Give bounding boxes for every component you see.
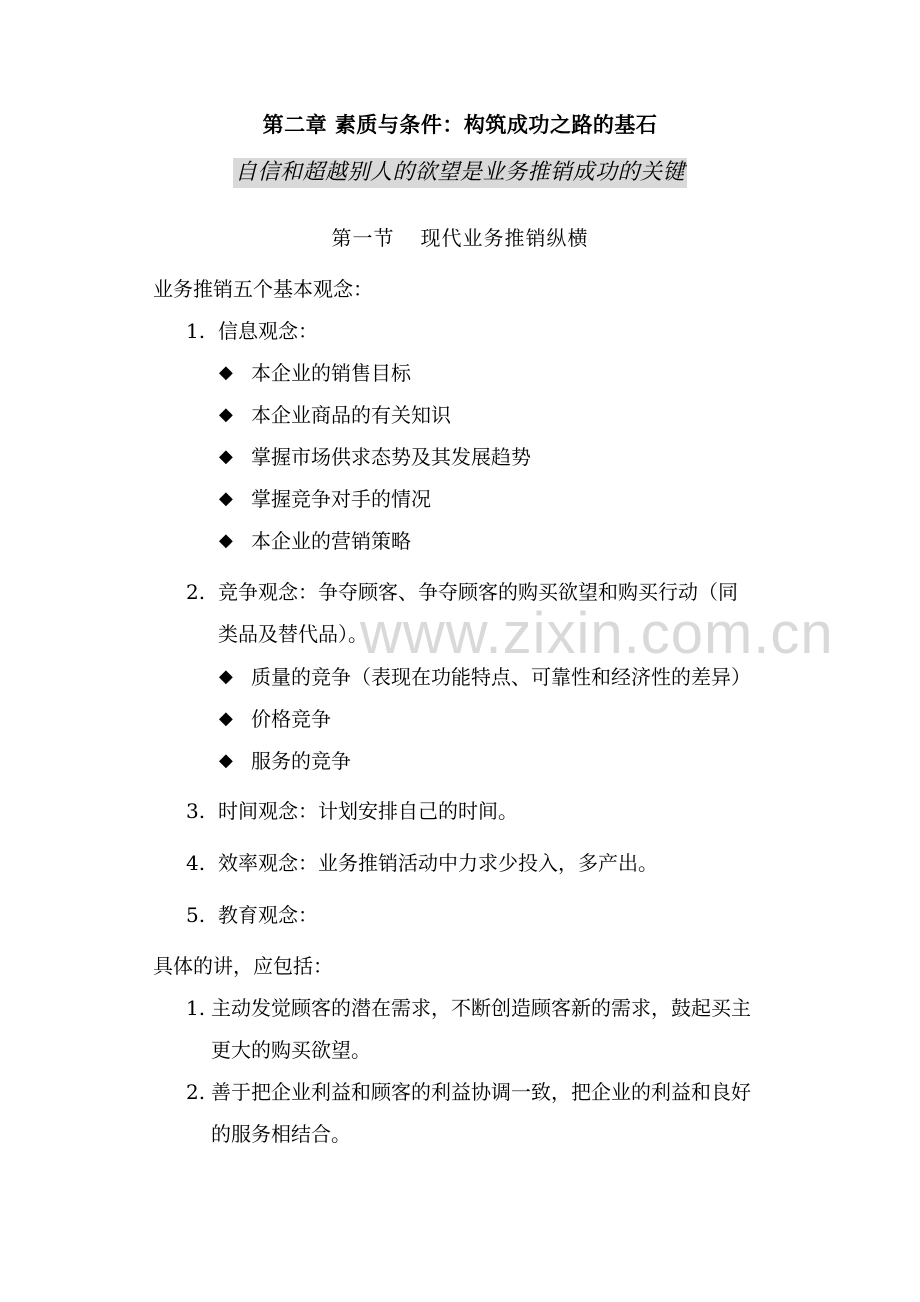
list-item: 本企业商品的有关知识 <box>251 403 451 427</box>
subtitle: 自信和超越别人的欲望是业务推销成功的关键 <box>233 158 687 188</box>
diamond-bullet-icon: ◆ <box>219 404 233 425</box>
concept-2-text-line2: 类品及替代品）。 <box>218 622 368 646</box>
diamond-bullet-icon: ◆ <box>219 666 233 687</box>
concept-3-text: 时间观念：计划安排自己的时间。 <box>218 799 518 823</box>
diamond-bullet-icon: ◆ <box>219 530 233 551</box>
chapter-title: 第二章 素质与条件：构筑成功之路的基石 <box>262 112 658 137</box>
intro-text: 业务推销五个基本观念： <box>153 277 373 301</box>
diamond-bullet-icon: ◆ <box>219 708 233 729</box>
diamond-bullet-icon: ◆ <box>219 750 233 771</box>
concept-2-number: 2. <box>186 580 206 604</box>
subtitle-row <box>0 158 920 188</box>
concept-1-text: 信息观念： <box>218 319 318 343</box>
concept-1 <box>186 318 205 344</box>
section-heading <box>0 225 920 251</box>
specific-2-line1: 善于把企业利益和顾客的利益协调一致，把企业的利益和良好 <box>211 1080 751 1104</box>
list-item: 价格竞争 <box>251 707 331 731</box>
list-item: 服务的竞争 <box>251 749 351 773</box>
specific-1-line2: 更大的购买欲望。 <box>211 1038 371 1062</box>
concept-5-text: 教育观念： <box>218 903 318 927</box>
diamond-bullet-icon: ◆ <box>219 446 233 467</box>
concept-2-text-line1: 竞争观念：争夺顾客、争夺顾客的购买欲望和购买行动（同 <box>218 580 738 604</box>
section-title: 现代业务推销纵横 <box>420 226 589 250</box>
concept-4-text: 效率观念：业务推销活动中力求少投入，多产出。 <box>218 851 658 875</box>
specific-1-number: 1. <box>186 996 206 1020</box>
concept-5-number: 5. <box>186 903 206 927</box>
watermark: www.zixin.com.cn <box>360 601 834 666</box>
specific-2-number: 2. <box>186 1080 206 1104</box>
concept-3-number: 3. <box>186 799 206 823</box>
list-item: 掌握竞争对手的情况 <box>251 487 431 511</box>
section-number: 第一节 <box>331 226 395 250</box>
specific-2-line2: 的服务相结合。 <box>211 1122 351 1146</box>
diamond-bullet-icon: ◆ <box>219 488 233 509</box>
concept-4-number: 4. <box>186 851 206 875</box>
diamond-bullet-icon: ◆ <box>219 362 233 383</box>
list-number: 1. <box>186 319 206 343</box>
specific-1-line1: 主动发觉顾客的潜在需求，不断创造顾客新的需求，鼓起买主 <box>211 996 751 1020</box>
list-item: 本企业的营销策略 <box>251 529 411 553</box>
list-item: 质量的竞争（表现在功能特点、可靠性和经济性的差异） <box>251 665 751 689</box>
specifics-intro: 具体的讲，应包括： <box>153 954 333 978</box>
list-item: 本企业的销售目标 <box>251 361 411 385</box>
list-item: 掌握市场供求态势及其发展趋势 <box>251 445 531 469</box>
